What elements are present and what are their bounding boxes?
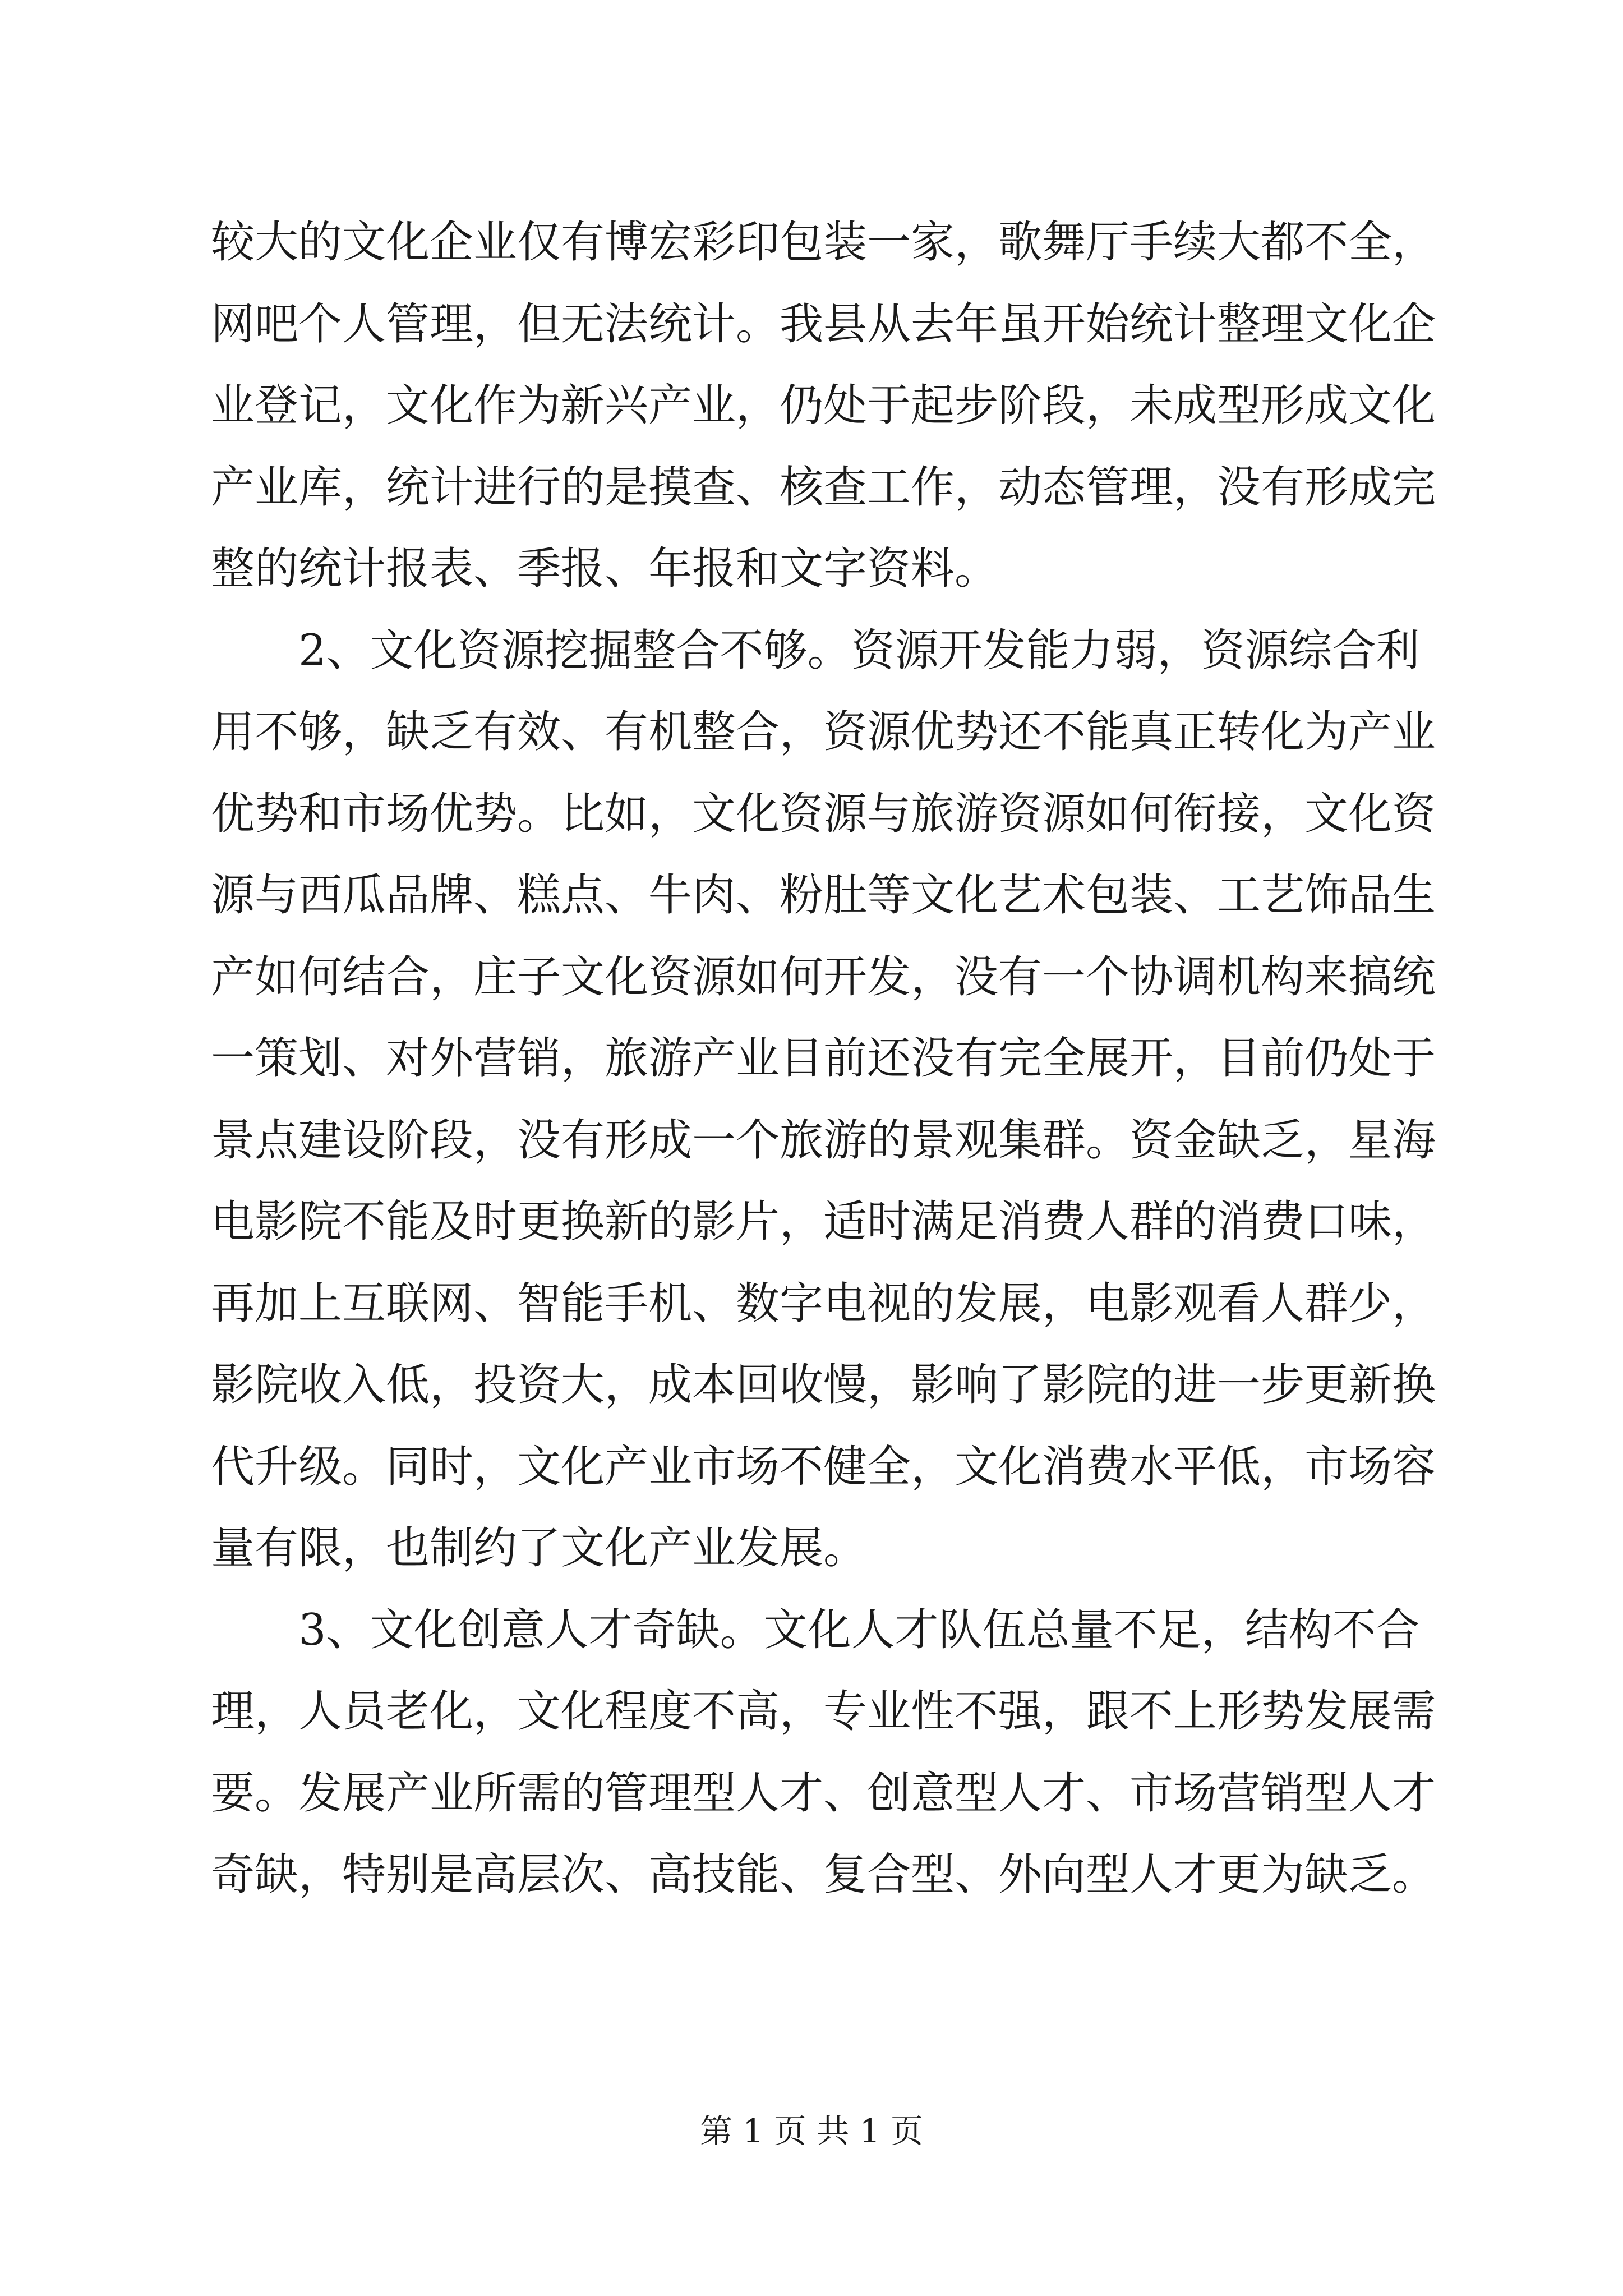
text-line: 奇缺，特别是高层次、高技能、复合型、外向型人才更为缺乏。 bbox=[211, 1849, 1436, 1900]
text-line: 产如何结合，庄子文化资源如何开发，没有一个协调机构来搞统 bbox=[211, 951, 1436, 1002]
text-line: 代升级。同时，文化产业市场不健全，文化消费水平低，市场容 bbox=[211, 1441, 1436, 1492]
text-line: 优势和市场优势。比如，文化资源与旅游资源如何衔接，文化资 bbox=[211, 788, 1436, 839]
text-line: 理，人员老化，文化程度不高，专业性不强，跟不上形势发展需 bbox=[211, 1686, 1436, 1737]
document-body bbox=[211, 202, 1436, 1916]
text-line: 电影院不能及时更换新的影片，适时满足消费人群的消费口味， bbox=[211, 1197, 1436, 1247]
text-line: 2、文化资源挖掘整合不够。资源开发能力弱，资源综合利 bbox=[211, 625, 1420, 676]
text-line: 量有限，也制约了文化产业发展。 bbox=[211, 1523, 868, 1573]
text-line: 再加上互联网、智能手机、数字电视的发展，电影观看人群少， bbox=[211, 1278, 1436, 1329]
text-line: 影院收入低，投资大，成本回收慢，影响了影院的进一步更新换 bbox=[211, 1360, 1436, 1410]
text-line: 用不够，缺乏有效、有机整合，资源优势还不能真正转化为产业 bbox=[211, 707, 1436, 757]
text-line: 景点建设阶段，没有形成一个旅游的景观集群。资金缺乏，星海 bbox=[211, 1115, 1436, 1166]
text-line: 网吧个人管理，但无法统计。我县从去年虽开始统计整理文化企 bbox=[211, 298, 1436, 349]
text-line: 3、文化创意人才奇缺。文化人才队伍总量不足，结构不合 bbox=[211, 1604, 1420, 1655]
text-line: 较大的文化企业仅有博宏彩印包装一家，歌舞厅手续大都不全， bbox=[211, 217, 1436, 268]
text-line: 一策划、对外营销，旅游产业目前还没有完全展开，目前仍处于 bbox=[211, 1033, 1436, 1084]
text-line: 要。发展产业所需的管理型人才、创意型人才、市场营销型人才 bbox=[211, 1768, 1436, 1819]
text-line: 产业库，统计进行的是摸查、核查工作，动态管理，没有形成完 bbox=[211, 462, 1436, 513]
text-line: 整的统计报表、季报、年报和文字资料。 bbox=[211, 544, 999, 594]
text-line: 源与西瓜品牌、糕点、牛肉、粉肚等文化艺术包装、工艺饰品生 bbox=[211, 870, 1436, 921]
text-line: 业登记，文化作为新兴产业，仍处于起步阶段，未成型形成文化 bbox=[211, 380, 1436, 431]
page-footer: 第 1 页 共 1 页 bbox=[700, 2112, 923, 2150]
